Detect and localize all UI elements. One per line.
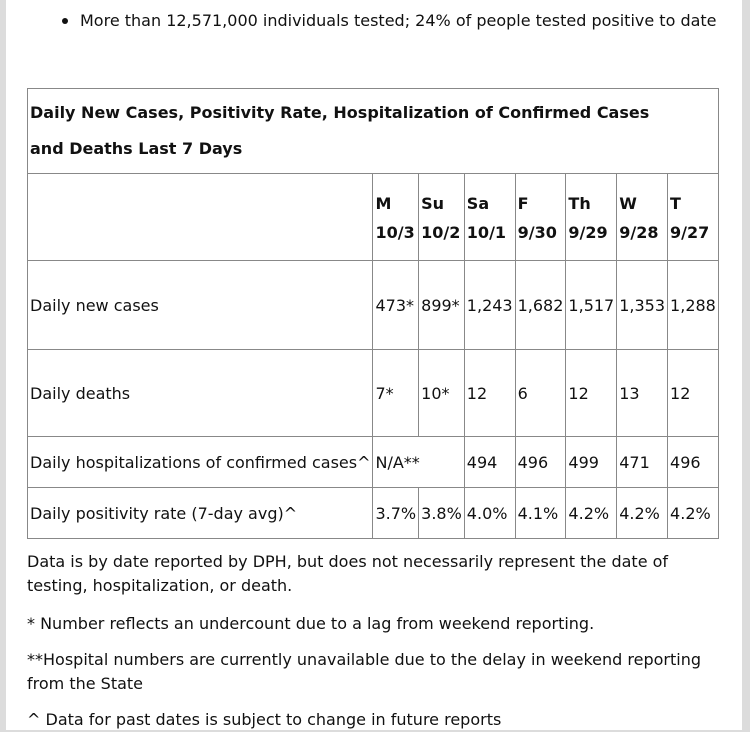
header-cell xyxy=(373,174,419,261)
table-cell: 1,243 xyxy=(464,261,515,350)
table-cell: 6 xyxy=(515,350,566,437)
header-cell xyxy=(617,174,668,261)
day-label: Th xyxy=(568,194,591,213)
table-row-positivity xyxy=(28,488,719,539)
document-page xyxy=(6,0,742,730)
row-label: Daily hospitalizations of confirmed cases^ xyxy=(28,437,373,488)
bullet-dot-icon xyxy=(62,18,68,24)
table-row-hospitalizations xyxy=(28,437,719,488)
table-cell: 10* xyxy=(419,350,465,437)
table-cell: 496 xyxy=(515,437,566,488)
note-subject-to-change: ^ Data for past dates is subject to change in future reports xyxy=(27,710,502,729)
date-label: 9/27 xyxy=(670,223,710,242)
table-cell: 3.7% xyxy=(373,488,419,539)
date-label: 10/1 xyxy=(466,223,507,242)
table-cell: 4.0% xyxy=(464,488,515,539)
table-cell: 12 xyxy=(464,350,515,437)
note-undercount: * Number reflects an undercount due to a lag from weekend reporting. xyxy=(27,614,595,633)
date-label: 9/30 xyxy=(517,223,557,242)
table-cell: 1,353 xyxy=(617,261,668,350)
row-label: Daily positivity rate (7-day avg)^ xyxy=(28,488,373,539)
header-cell xyxy=(464,174,515,261)
table-cell: 4.2% xyxy=(668,488,719,539)
header-empty-cell xyxy=(28,174,373,261)
note-date-reported: Data is by date reported by DPH, but does not necessarily represent the date of testing, hospitalization, or death. xyxy=(27,552,669,595)
table-cell: 471 xyxy=(617,437,668,488)
date-label: 10/2 xyxy=(421,223,461,242)
table-cell: 13 xyxy=(617,350,668,437)
bullet-item xyxy=(80,11,717,30)
day-label: T xyxy=(670,194,681,213)
date-label: 10/3 xyxy=(375,223,415,242)
row-label: Daily deaths xyxy=(28,350,373,437)
header-cell xyxy=(566,174,617,261)
table-cell: 1,517 xyxy=(566,261,617,350)
table-cell: 494 xyxy=(464,437,515,488)
table-cell: 7* xyxy=(373,350,419,437)
table-row-new-cases xyxy=(28,261,719,350)
table-title-cell xyxy=(28,89,719,174)
table-cell: 4.1% xyxy=(515,488,566,539)
table-cell: 496 xyxy=(668,437,719,488)
note-hospital-unavailable: **Hospital numbers are currently unavailable due to the delay in weekend reporting from the State xyxy=(27,650,701,693)
table-cell: 12 xyxy=(566,350,617,437)
table-header-row xyxy=(28,174,719,261)
day-label: W xyxy=(619,194,637,213)
table-row-deaths xyxy=(28,350,719,437)
day-label: M xyxy=(375,194,392,213)
day-label: Su xyxy=(421,194,445,213)
table-cell: 473* xyxy=(373,261,419,350)
header-cell xyxy=(515,174,566,261)
table-cell: 899* xyxy=(419,261,465,350)
header-cell xyxy=(668,174,719,261)
day-label: F xyxy=(517,194,529,213)
row-label: Daily new cases xyxy=(28,261,373,350)
table-cell: 1,682 xyxy=(515,261,566,350)
table-cell: 1,288 xyxy=(668,261,719,350)
table-title: Daily New Cases, Positivity Rate, Hospitalization of Confirmed Cases and Deaths Last 7 Days xyxy=(30,103,650,158)
table-cell: 499 xyxy=(566,437,617,488)
table-cell-merged: N/A** xyxy=(373,437,464,488)
covid-stats-table xyxy=(27,88,719,539)
header-cell xyxy=(419,174,465,261)
day-label: Sa xyxy=(466,194,490,213)
table-cell: 4.2% xyxy=(617,488,668,539)
date-label: 9/28 xyxy=(619,223,659,242)
date-label: 9/29 xyxy=(568,223,608,242)
table-cell: 4.2% xyxy=(566,488,617,539)
bullet-text: More than 12,571,000 individuals tested; 24% of people tested positive to date xyxy=(80,11,717,30)
table-cell: 3.8% xyxy=(419,488,465,539)
table-cell: 12 xyxy=(668,350,719,437)
